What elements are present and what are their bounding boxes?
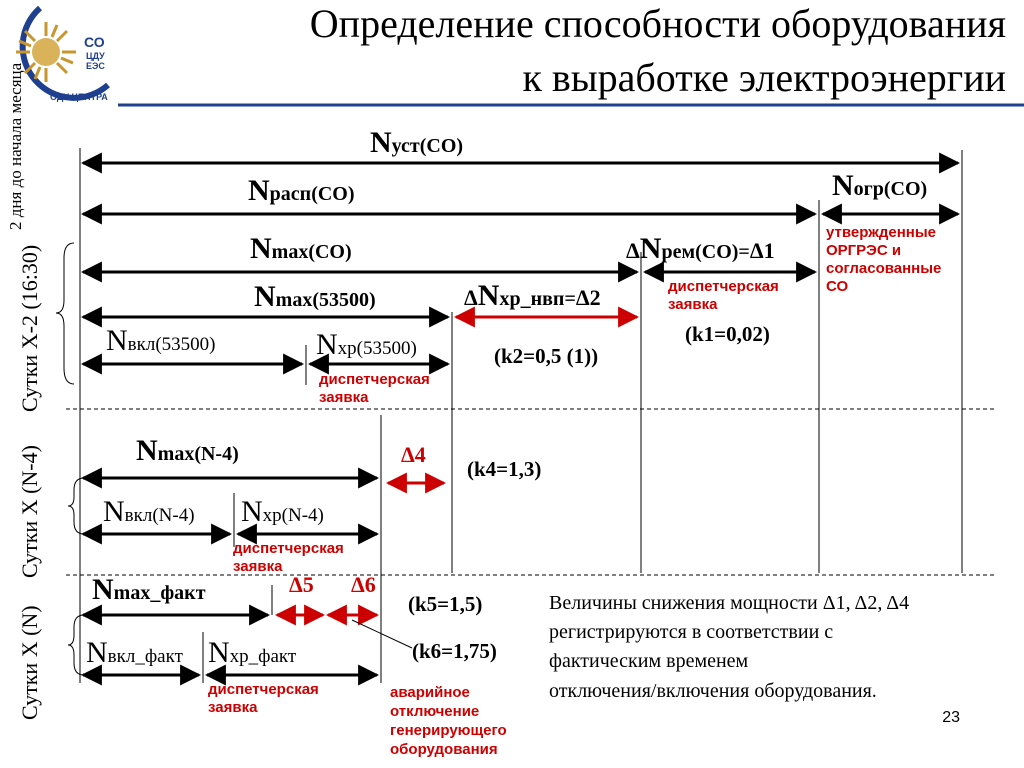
logo-text-co: СО bbox=[84, 34, 105, 50]
label-n-max-n4: Nmax(N-4) bbox=[136, 434, 239, 467]
label-delta4: Δ4 bbox=[401, 442, 426, 467]
label-n-vkl-n4: Nвкл(N-4) bbox=[103, 495, 195, 528]
page-title-line1: Определение способности оборудования bbox=[309, 1, 1006, 46]
coef-k2: (k2=0,5 (1)) bbox=[494, 344, 599, 368]
svg-text:заявка: заявка bbox=[668, 296, 718, 313]
note-disp-request-3 bbox=[233, 540, 344, 575]
k6-pointer bbox=[352, 620, 412, 648]
logo-text-ees: ЕЭС bbox=[86, 61, 105, 71]
svg-text:ОРГРЭС и: ОРГРЭС и bbox=[826, 242, 902, 259]
sun-icon bbox=[16, 22, 76, 82]
brace-n4 bbox=[68, 478, 84, 534]
svg-text:заявка: заявка bbox=[208, 699, 258, 716]
label-n-hr-53500: Nхр(53500) bbox=[316, 328, 417, 361]
svg-text:диспетчерская: диспетчерская bbox=[233, 540, 344, 557]
svg-text:согласованные: согласованные bbox=[826, 260, 942, 277]
svg-text:отключение: отключение bbox=[390, 703, 480, 720]
coef-k6: (k6=1,75) bbox=[412, 639, 497, 663]
coef-k4: (k4=1,3) bbox=[467, 457, 542, 481]
coef-k1: (k1=0,02) bbox=[685, 322, 770, 346]
svg-text:оборудования: оборудования bbox=[390, 741, 498, 758]
side-label-x2: Сутки Х-2 (16:30) bbox=[17, 244, 42, 412]
label-n-max-fakt: Nmax_факт bbox=[92, 573, 206, 606]
note-disp-request-4 bbox=[208, 681, 319, 716]
svg-text:диспетчерская: диспетчерская bbox=[319, 371, 430, 388]
svg-text:СО: СО bbox=[826, 278, 849, 295]
svg-text:регистрируются в соответствии: регистрируются в соответствии с bbox=[549, 621, 834, 643]
logo-text-cdu: ЦДУ bbox=[86, 51, 105, 61]
side-label-n4: Сутки Х (N-4) bbox=[17, 445, 42, 578]
label-n-vkl-53500: Nвкл(53500) bbox=[106, 324, 216, 357]
brace-n bbox=[68, 615, 84, 675]
svg-text:фактическим временем: фактическим временем bbox=[549, 650, 749, 672]
svg-text:диспетчерская: диспетчерская bbox=[668, 278, 779, 295]
svg-text:утвержденные: утвержденные bbox=[826, 224, 936, 241]
brace-x2 bbox=[56, 243, 74, 384]
logo bbox=[16, 8, 108, 102]
label-n-hr-fakt: Nхр_факт bbox=[208, 636, 297, 669]
svg-text:генерирующего: генерирующего bbox=[390, 722, 507, 739]
svg-text:отключения/включения оборудова: отключения/включения оборудования. bbox=[549, 680, 877, 702]
label-d-n-rem: ΔNрем(СО)=Δ1 bbox=[626, 232, 775, 265]
logo-caption: ОДУ ЦЕНТРА bbox=[50, 92, 108, 102]
side-label-top: 2 дня до начала месяца bbox=[6, 62, 25, 230]
page-number: 23 bbox=[942, 709, 960, 726]
label-d-n-hr: ΔNхр_нвп=Δ2 bbox=[464, 279, 601, 312]
label-n-ogr: Nогр(СО) bbox=[832, 169, 928, 202]
coef-k5: (k5=1,5) bbox=[408, 592, 483, 616]
label-n-max-co: Nmax(СО) bbox=[250, 232, 352, 265]
svg-text:заявка: заявка bbox=[319, 389, 369, 406]
note-emergency bbox=[390, 684, 507, 758]
side-label-n: Сутки Х (N) bbox=[17, 605, 42, 720]
label-n-max-53500: Nmax(53500) bbox=[254, 280, 376, 313]
svg-text:аварийное: аварийное bbox=[390, 684, 470, 701]
svg-text:заявка: заявка bbox=[233, 558, 283, 575]
label-delta6: Δ6 bbox=[351, 572, 376, 597]
label-n-vkl-fakt: Nвкл_факт bbox=[86, 636, 183, 669]
note-approved bbox=[826, 224, 941, 295]
label-n-hr-n4: Nхр(N-4) bbox=[241, 495, 324, 528]
svg-text:Величины снижения мощности Δ1,: Величины снижения мощности Δ1, Δ2, Δ4 bbox=[549, 592, 910, 614]
label-n-rasp: Nрасп(СО) bbox=[248, 174, 355, 207]
page-title-line2: к выработке электроэнергии bbox=[522, 55, 1006, 100]
note-disp-request-1 bbox=[668, 278, 779, 313]
label-delta5: Δ5 bbox=[289, 572, 314, 597]
explanatory-note bbox=[549, 592, 909, 702]
label-n-ust: Nуст(СО) bbox=[370, 126, 464, 159]
svg-text:диспетчерская: диспетчерская bbox=[208, 681, 319, 698]
note-disp-request-2 bbox=[319, 371, 430, 406]
